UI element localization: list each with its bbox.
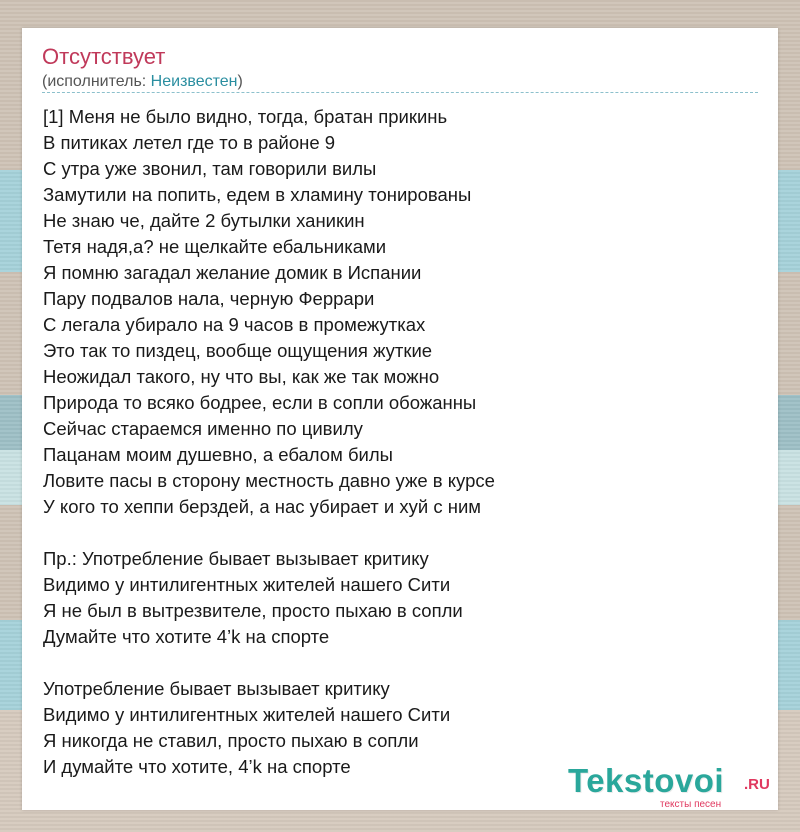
lyric-line: В питиках летел где то в районе 9 xyxy=(43,132,336,153)
lyric-line: Ловите пасы в сторону местность давно уже в курсе xyxy=(43,470,495,491)
stanza-break xyxy=(43,650,759,676)
lyric-line: Это так то пиздец, вообще ощущения жуткие xyxy=(43,340,433,361)
lyric-line: Пару подвалов нала, черную Феррари xyxy=(43,288,375,309)
lyric-line: С легала убирало на 9 часов в промежутках xyxy=(43,314,426,335)
lyric-line: Я помню загадал желание домик в Испании xyxy=(43,262,422,283)
lyric-line: Думайте что хотите 4’k на спорте xyxy=(43,626,330,647)
lyric-line: Неожидал такого, ну что вы, как же так можно xyxy=(43,366,440,387)
lyric-line: И думайте что хотите, 4’k на спорте xyxy=(43,756,351,777)
logo-tld: .RU xyxy=(744,776,770,793)
logo-tagline: тексты песен xyxy=(660,799,722,810)
lyric-line: Замутили на попить, едем в хламину тонированы xyxy=(43,184,472,205)
lyric-line: У кого то хеппи берздей, а нас убирает и хуй с ним xyxy=(43,496,482,517)
lyric-line: Употребление бывает вызывает критику xyxy=(43,678,390,699)
site-logo[interactable] xyxy=(568,762,783,808)
lyric-line: Пр.: Употребление бывает вызывает критику xyxy=(43,548,429,569)
artist-line xyxy=(42,73,243,91)
lyric-line: Я никогда не ставил, просто пыхаю в сопли xyxy=(43,730,419,751)
artist-prefix: (исполнитель: xyxy=(42,73,151,90)
title-divider xyxy=(42,92,758,93)
lyric-line: С утра уже звонил, там говорили вилы xyxy=(43,158,377,179)
song-title: Отсутствует xyxy=(42,44,166,69)
lyric-line: Не знаю че, дайте 2 бутылки ханикин xyxy=(43,210,365,231)
artist-suffix: ) xyxy=(237,73,243,90)
lyrics-card xyxy=(22,28,778,810)
artist-link[interactable]: Неизвестен xyxy=(150,73,238,90)
lyric-line: Видимо у интилигентных жителей нашего Сити xyxy=(43,574,451,595)
lyric-line: Я не был в вытрезвителе, просто пыхаю в сопли xyxy=(43,600,463,621)
lyric-line: Видимо у интилигентных жителей нашего Сити xyxy=(43,704,451,725)
lyric-line: Сейчас стараемся именно по цивилу xyxy=(43,418,363,439)
lyric-line: Тетя надя,а? не щелкайте ебальниками xyxy=(43,236,387,257)
lyric-line: [1] Меня не было видно, тогда, братан прикинь xyxy=(43,106,448,127)
stanza-break xyxy=(43,520,759,546)
logo-name: Tekstovoi xyxy=(568,762,725,799)
lyrics-text xyxy=(43,104,759,780)
lyric-line: Природа то всяко бодрее, если в сопли обожанны xyxy=(43,392,477,413)
lyric-line: Пацанам моим душевно, а ебалом билы xyxy=(43,444,393,465)
